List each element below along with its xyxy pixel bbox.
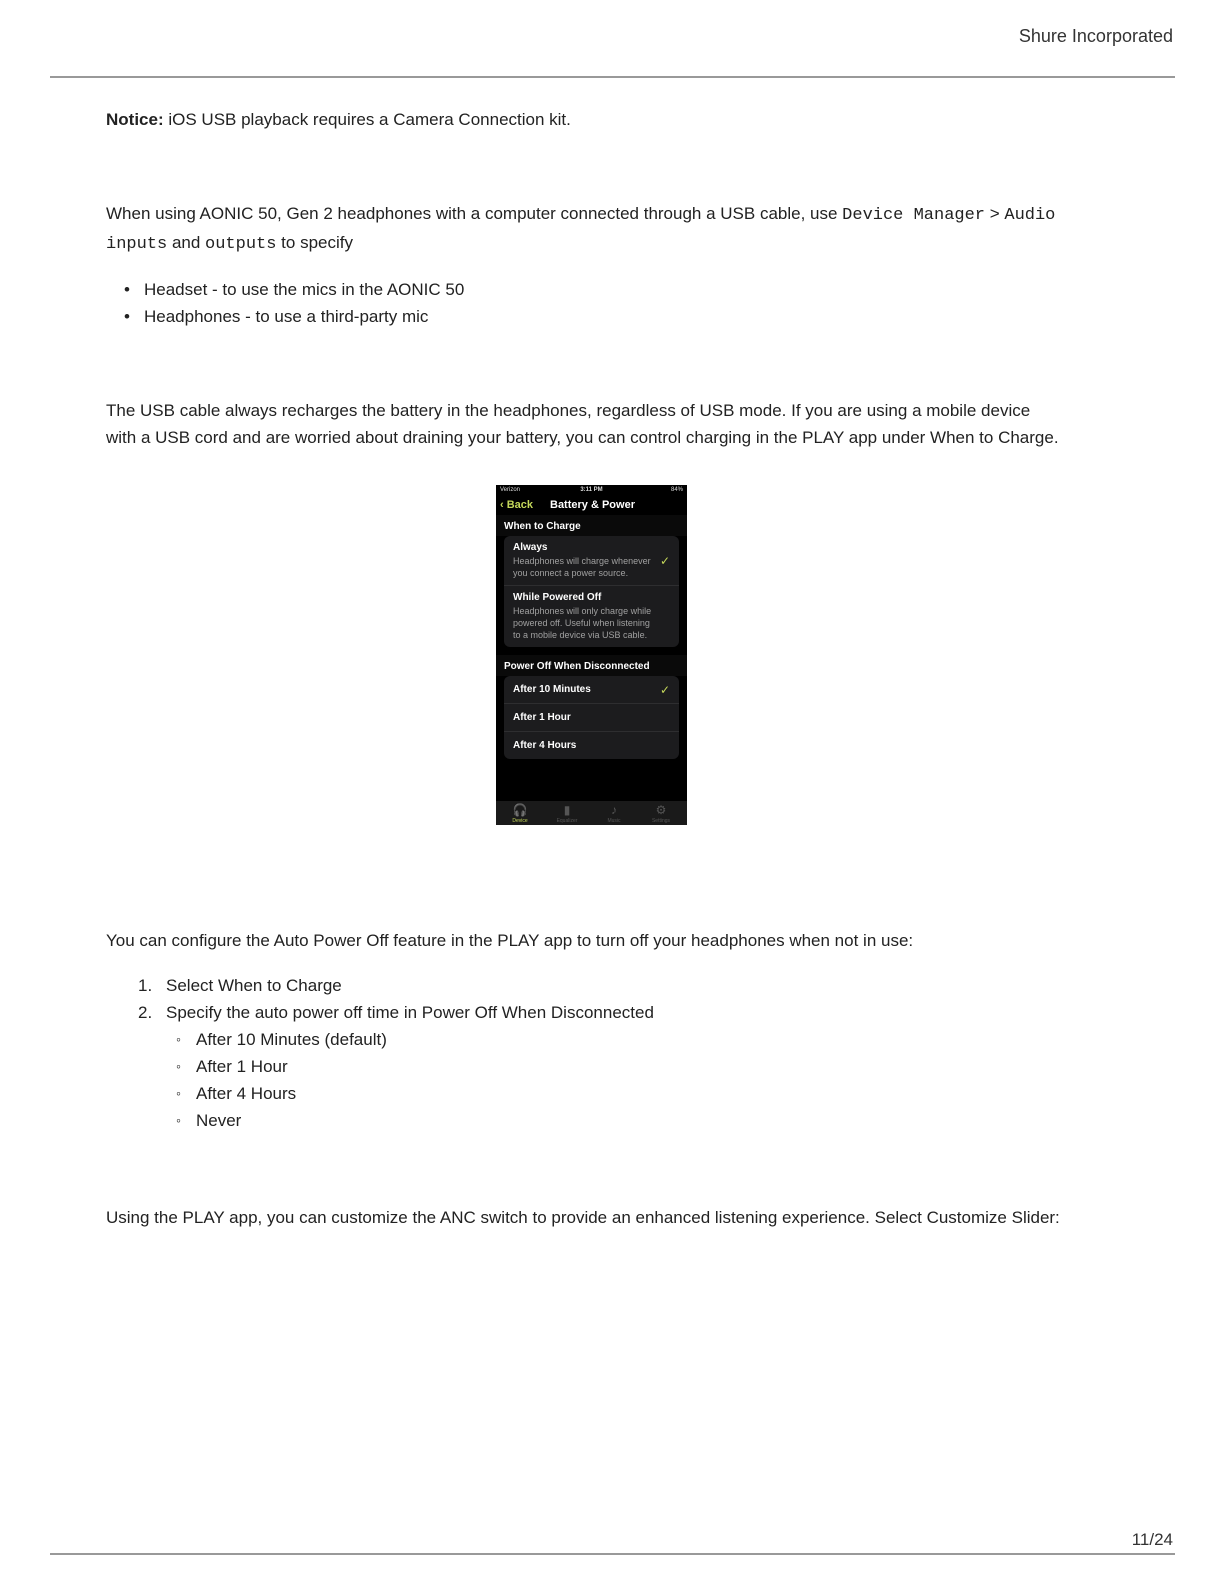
checkmark-icon: ✓	[659, 553, 670, 568]
charge-line-1: The USB cable always recharges the battery in the headphones, regardless of USB mode. If you are using a mobile device	[106, 401, 1031, 420]
tab-label: Settings	[651, 818, 671, 824]
step-number: 2.	[138, 1003, 153, 1022]
notice-text: iOS USB playback requires a Camera Connection kit.	[168, 110, 571, 129]
option-title: While Powered Off	[513, 592, 602, 603]
list-item: ◦ After 10 Minutes (default)	[166, 1026, 654, 1053]
list-item: ◦ After 1 Hour	[166, 1053, 654, 1080]
tab-label: Equalizer	[556, 818, 578, 824]
list-item	[106, 999, 654, 1134]
option-description: Headphones will only charge while powered off. Useful when listening to a mobile device via USB cable.	[513, 606, 652, 640]
usb-intro-tail: to specify	[276, 233, 353, 252]
anc-paragraph: Using the PLAY app, you can customize the ANC switch to provide an enhanced listening experience. Select Customize Slider:	[106, 1208, 1060, 1227]
option-title: After 1 Hour	[513, 712, 571, 723]
charge-options-group	[504, 536, 679, 647]
step-text: Select When to Charge	[166, 976, 342, 995]
step-text: Specify the auto power off time in Power Off When Disconnected	[166, 1003, 654, 1022]
header-company: Shure Incorporated	[1018, 26, 1173, 46]
equalizer-icon: ▮	[563, 803, 571, 817]
screen-title: Battery & Power	[550, 499, 635, 511]
path-separator: >	[985, 204, 1005, 223]
tab-label: Music	[607, 818, 621, 824]
back-label: Back	[506, 499, 534, 511]
chevron-left-icon: ‹	[500, 499, 504, 511]
power-option-4-hours[interactable]	[504, 732, 679, 759]
tab-label: Device	[512, 818, 528, 824]
power-options-group	[504, 676, 679, 759]
option-title: Always	[513, 542, 548, 553]
charge-option-always[interactable]	[504, 536, 679, 586]
option-description: Headphones will charge whenever you connect a power source.	[513, 556, 651, 578]
notice-label: Notice:	[106, 110, 164, 129]
auto-power-intro: You can configure the Auto Power Off feature in the PLAY app to turn off your headphones when not in use:	[106, 931, 914, 950]
headphones-icon: 🎧	[512, 803, 528, 817]
music-note-icon: ♪	[611, 803, 617, 817]
code-inputs: inputs	[106, 235, 168, 254]
checkmark-icon: ✓	[659, 682, 670, 697]
status-time: 3:11 PM	[580, 487, 603, 493]
status-bar	[496, 485, 687, 495]
tab-settings[interactable]	[641, 803, 681, 824]
footer-rule	[50, 1553, 1175, 1555]
usb-intro-text: When using AONIC 50, Gen 2 headphones with a computer connected through a USB cable, use	[106, 204, 843, 223]
code-audio: Audio	[1004, 206, 1056, 225]
power-option-10-min[interactable]	[504, 676, 679, 704]
usb-intro-paragraph	[106, 200, 1105, 258]
back-button[interactable]	[500, 499, 533, 511]
list-item: • Headphones - to use a third-party mic	[106, 303, 464, 330]
list-item: • Headset - to use the mics in the AONIC 50	[106, 276, 464, 303]
and-text: and	[167, 233, 206, 252]
when-to-charge-header: When to Charge	[496, 515, 687, 536]
charge-line-2: with a USB cord and are worried about draining your battery, you can control charging in the PLAY app under When to Charge.	[106, 428, 1059, 447]
tab-equalizer[interactable]	[547, 803, 587, 824]
nav-bar	[496, 495, 687, 515]
gear-icon: ⚙	[655, 803, 667, 817]
usb-mode-list	[106, 276, 464, 330]
battery-power-screenshot	[496, 485, 687, 825]
list-item: ◦ After 4 Hours	[166, 1080, 654, 1107]
power-option-1-hour[interactable]	[504, 704, 679, 732]
option-title: After 10 Minutes	[513, 684, 591, 695]
option-title: After 4 Hours	[513, 740, 577, 751]
list-item: ◦ Never	[166, 1107, 654, 1134]
header-rule	[50, 76, 1175, 78]
auto-power-steps	[106, 972, 654, 1134]
list-item	[106, 972, 654, 999]
tab-music[interactable]	[594, 803, 634, 824]
tab-device[interactable]	[500, 803, 540, 824]
tab-bar	[496, 801, 687, 825]
charge-option-while-powered-off[interactable]	[504, 586, 679, 647]
code-device-manager: Device Manager	[842, 206, 985, 225]
battery-level: 84%	[670, 487, 683, 493]
charge-paragraph	[106, 397, 1145, 451]
power-off-header: Power Off When Disconnected	[496, 655, 687, 676]
step-number: 1.	[138, 976, 153, 995]
auto-power-options-list	[166, 1026, 654, 1134]
carrier: Verizon	[500, 487, 521, 493]
notice-paragraph	[106, 106, 1119, 133]
code-outputs: outputs	[205, 235, 277, 254]
page-number: 11/24	[1131, 1530, 1173, 1549]
